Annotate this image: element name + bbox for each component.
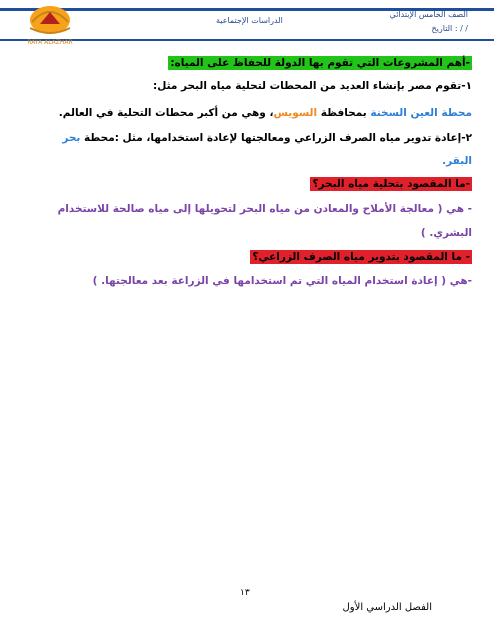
question-2-line: [310, 178, 472, 190]
item-1b-line: [59, 107, 472, 119]
answer-2-line-2: [421, 227, 472, 239]
item-2-line: [62, 132, 472, 144]
term-label: الفصل الدراسي الأول: [342, 602, 432, 613]
answer-2-line-1: [58, 203, 472, 215]
item-1-text: ١-تقوم مصر بإنشاء العديد من المحطات لتحلية مياه البحر مثل:: [153, 80, 472, 92]
question-1-heading: -أهم المشروعات التي تقوم بها الدولة للحفاظ على المياه:: [170, 57, 470, 69]
item-1b-rest: ، وهي من أكبر محطات التحلية في العالم.: [58, 107, 274, 119]
question-3-heading: - ما المقصود بتدوير مياه الصرف الزراعي؟: [252, 251, 470, 263]
station-name-baqar: البقر.: [442, 155, 472, 167]
item-1b-mid: بمحافظة: [317, 107, 371, 119]
answer-2-text-2: البشري. ): [420, 227, 472, 239]
grade-label: الصف الخامس الإبتدائي: [389, 10, 468, 19]
question-1-line: [168, 57, 472, 69]
answer-3-line: [93, 275, 472, 287]
school-logo: [22, 2, 78, 48]
question-3-line: [250, 251, 472, 263]
page-number: ١٣: [240, 588, 250, 598]
answer-3-text: -هي ( إعادة استخدام المياه التي تم استخدامها في الزراعة بعد معالجتها. ): [92, 275, 472, 287]
logo-text: RAYA ALAZHAR: [27, 39, 73, 46]
station-name-ain-sokhna: محطة العين السخنة: [370, 107, 472, 119]
question-2-heading: -ما المقصود بتحلية مياه البحر؟: [312, 178, 470, 190]
answer-2-text-1: - هي ( معالجة الأملاح والمعادن من مياه البحر لتحويلها إلى مياه صالحة للاستخدام: [57, 203, 472, 215]
date-label: التاريخ : / /: [431, 24, 468, 33]
subject-label: الدراسات الإجتماعية: [216, 16, 283, 25]
item-1-line: [153, 80, 472, 92]
governorate-suez: السويس: [273, 107, 318, 119]
item-2-text: ٢-إعادة تدوير مياه الصرف الزراعي ومعالجتها لإعادة استخدامها، مثل :محطة: [80, 132, 472, 144]
item-2-cont-line: [442, 155, 472, 167]
station-name-bahr: بحر: [62, 132, 81, 144]
